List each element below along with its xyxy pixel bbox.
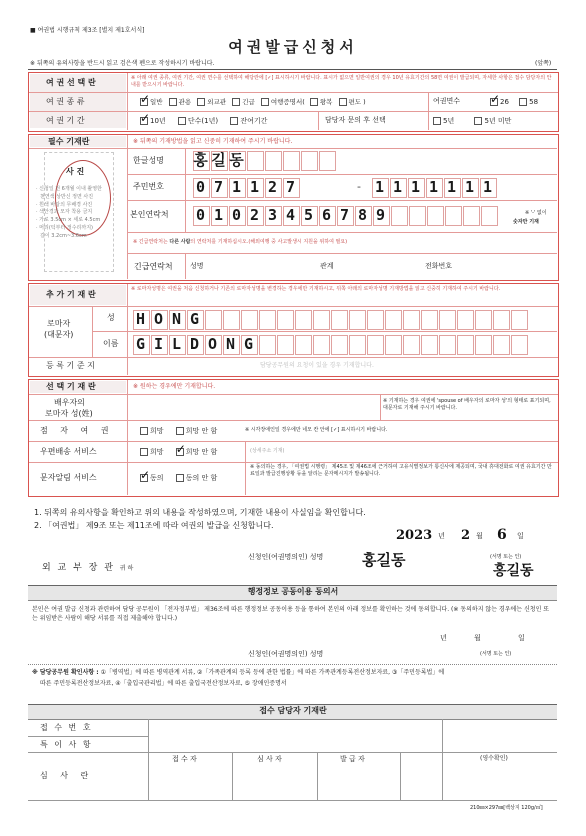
handwritten-char: 홍 (193, 151, 208, 169)
passport-period-options (140, 111, 268, 125)
checkbox-5y[interactable] (433, 117, 441, 125)
handwritten-char: 길 (211, 151, 226, 169)
optional-instruction: ※ 원하는 경우에만 기재합니다. (133, 383, 216, 390)
grid-cell[interactable] (385, 335, 402, 355)
grid-cell[interactable] (349, 335, 366, 355)
handwritten-char: O (153, 310, 164, 328)
registration-note: 담당공무원의 요청이 있을 경우 기재합니다. (260, 362, 374, 369)
grid-cell[interactable] (475, 310, 492, 330)
spouse-label-2: 로마자 성(姓) (45, 409, 93, 418)
photo-rules: · 신청일 전 6개월 이내 촬영한 천연색 상반신 정면 사진 · 흰색 바탕의 무배경 사진 · 색안경과 모자 착용 금지 · 가로 3.5cm × 세로 4.5cm · 머리(턱부터 정수리까지) 길이 3.2cm~3.6cm (36, 186, 102, 239)
checkbox-single[interactable] (178, 117, 186, 125)
additional-label: 추 가 기 재 란 (46, 290, 96, 299)
handwritten-char: 1 (249, 178, 260, 196)
emergency-phone-input[interactable] (462, 258, 552, 274)
rrn-label: 주민번호 (133, 182, 164, 191)
checkbox-official[interactable] (169, 98, 177, 106)
grid-cell[interactable] (367, 310, 384, 330)
grid-cell[interactable] (463, 206, 480, 226)
month-unit: 월 (476, 532, 483, 540)
mail-service-label: 우편배송 서비스 (40, 447, 97, 456)
checkbox-under-5y[interactable] (474, 117, 482, 125)
period-option-10y[interactable]: ✓ 10년 (140, 111, 166, 125)
surname-label: 성 (107, 313, 115, 322)
grid-cell[interactable] (319, 151, 336, 171)
optional-label: 선 택 기 재 란 (46, 382, 96, 391)
grid-cell[interactable] (385, 310, 402, 330)
staff-title: 접수 담당자 기재란 (259, 706, 327, 715)
receiver-label: 접 수 자 (172, 755, 197, 763)
handwritten-char: 7 (285, 178, 296, 196)
grid-cell[interactable] (283, 151, 300, 171)
handwritten-char: 8 (357, 206, 368, 224)
required-label: 필수 기재란 (48, 137, 90, 146)
staff-period-options (433, 117, 511, 125)
grid-cell[interactable] (247, 151, 264, 171)
fee-receipt-label: (영수확인) (480, 755, 508, 762)
grid-cell[interactable] (409, 206, 426, 226)
handwritten-char: 7 (213, 178, 224, 196)
handwritten-char: 1 (428, 178, 439, 196)
application-year[interactable]: 2023 (396, 528, 433, 543)
additional-instruction: ※ 로마자성명은 여권을 처음 신청하거나 기존의 로마자성명을 변경하는 경우에만 기재하시고, 뒤쪽 아래의 로마자성명 기재방법을 읽고 신중히 기재하여 주시기 바랍니다. (131, 286, 501, 292)
grid-cell[interactable] (445, 206, 462, 226)
paper-spec: 210㎜×297㎜[백상지 120g/㎡] (470, 805, 543, 811)
pages-option-26[interactable]: ✓ 26 (490, 92, 509, 106)
consent-day-unit: 일 (518, 634, 525, 642)
handwritten-char: 1 (446, 178, 457, 196)
notice-text: ※ 뒤쪽의 유의사항을 반드시 읽고 검은색 펜으로 작성하시기 바랍니다. (30, 60, 215, 67)
handwritten-char: G (189, 310, 200, 328)
handwritten-char: 1 (392, 178, 403, 196)
grid-cell[interactable] (493, 335, 510, 355)
staff-option-under-5y[interactable]: 5년 미만 (474, 117, 511, 125)
check-mark-icon: ✓ (140, 468, 151, 482)
emergency-name-label: 성명 (190, 262, 204, 270)
grid-cell[interactable] (313, 335, 330, 355)
required-instruction: ※ 뒤쪽의 기재방법을 읽고 신중히 기재하여 주시기 바랍니다. (133, 138, 293, 145)
staff-option-5y[interactable]: 5년 (433, 117, 454, 125)
checkbox-braille-no[interactable] (176, 427, 184, 435)
checkbox-braille-yes[interactable] (140, 427, 148, 435)
checkbox-mail-no[interactable] (175, 442, 186, 456)
pages-option-58[interactable]: 58 (519, 98, 538, 106)
checkbox-sms-disagree[interactable] (176, 474, 184, 482)
period-option-single[interactable]: 단수(1년) (178, 117, 218, 125)
page-side-label: (앞쪽) (535, 60, 552, 67)
review-label: 심 사 란 (40, 771, 94, 780)
check-mark-icon: ✓ (140, 111, 151, 125)
grid-cell[interactable] (493, 310, 510, 330)
sms-service-label: 문자알림 서비스 (40, 473, 97, 482)
check-mark-icon: ✓ (175, 442, 186, 456)
handwritten-char: 1 (482, 178, 493, 196)
checkbox-remaining[interactable] (230, 117, 238, 125)
passport-select-label: 여 권 선 택 란 (46, 78, 96, 87)
given-name-label: 이름 (103, 339, 119, 348)
grid-cell[interactable] (295, 310, 312, 330)
checkbox-general[interactable] (140, 92, 151, 106)
reviewer-label: 심 사 자 (257, 755, 282, 763)
grid-cell[interactable] (403, 310, 420, 330)
grid-cell[interactable] (481, 206, 498, 226)
grid-cell[interactable] (301, 151, 318, 171)
handwritten-char: 5 (303, 206, 314, 224)
grid-cell[interactable] (439, 335, 456, 355)
handwritten-char: G (135, 335, 146, 353)
declaration-line-1: 1. 뒤쪽의 유의사항을 확인하고 위의 내용을 작성하였으며, 기재한 내용이 사실임을 확인합니다. (34, 508, 366, 517)
handwritten-char: 2 (267, 178, 278, 196)
grid-cell[interactable] (205, 310, 222, 330)
consent-text: 본인은 여권 발급 신청과 관련하여 담당 공무원이 「전자정부법」 제36조에 따른 행정정보 공동이용 등을 통하여 본인의 아래 정보를 확인하는 것에 동의합니다. (※ 동의하지 않는 경우에는 신청인 또는 위임받은 사람이 해당 서류를 직접 제출해야 합니다.) (32, 606, 550, 622)
photo-title: 사 진 (66, 167, 85, 176)
handwritten-char: D (189, 335, 200, 353)
sms-note: ※ 동의하는 경우, 「여권법 시행령」 제45조 및 제46조에 근거하여 고유식별정보가 통신사에 제공되며, 국내 휴대전화로 여권 유효기간 만료일과 발급진행상황 등을 알리는 문자메시지가 발송됩니다. (250, 464, 552, 478)
passport-pages-options (490, 92, 539, 106)
rrn-dash: - (357, 180, 361, 193)
grid-cell[interactable] (259, 335, 276, 355)
passport-type-label: 여 권 종 류 (46, 97, 85, 106)
grid-cell[interactable] (421, 335, 438, 355)
grid-cell[interactable] (391, 206, 408, 226)
type-option-diplomat[interactable]: 외교관 (197, 98, 226, 106)
grid-cell[interactable] (223, 310, 240, 330)
korean-name-label: 한글성명 (133, 156, 164, 165)
staff-check-items-2: 따른 주민등록전산정보자료, ④「출입국관리법」에 따른 출입국전산정보자료, ⑤ 장애인증명서 (40, 680, 287, 687)
handwritten-char: 동 (229, 151, 244, 169)
grid-cell[interactable] (241, 310, 258, 330)
registration-input[interactable] (130, 359, 555, 374)
roman-label-2: (대문자) (44, 330, 74, 339)
handwritten-char: 1 (464, 178, 475, 196)
type-option-oneway[interactable]: 편도 ) (339, 98, 366, 106)
handwritten-char: 3 (267, 206, 278, 224)
braille-options (140, 427, 217, 435)
passport-period-label: 여 권 기 간 (46, 116, 85, 125)
staff-check-items: ※ 담당공무원 확인사항 : ①「병역법」에 따른 병역관계 서류, ②「가족관계의 등록 등에 관한 법률」에 따른 가족관계등록전산정보자료, ③「주민등록법」에 (32, 669, 445, 676)
handwritten-char: 6 (321, 206, 332, 224)
checkbox-sms-agree[interactable] (140, 468, 151, 482)
phone-label: 본인연락처 (130, 210, 169, 219)
consent-year-unit: 년 (440, 634, 447, 642)
handwritten-char: 1 (231, 178, 242, 196)
grid-cell[interactable] (349, 310, 366, 330)
consent-month-unit: 월 (474, 634, 481, 642)
handwritten-char: N (171, 310, 182, 328)
handwritten-char: N (225, 335, 236, 353)
handwritten-char: 4 (285, 206, 296, 224)
mail-options (140, 442, 218, 456)
type-option-general[interactable]: ✓ 일반 (140, 92, 163, 106)
grid-cell[interactable] (259, 310, 276, 330)
grid-cell[interactable] (457, 335, 474, 355)
braille-option-yes[interactable]: 희망 (140, 427, 164, 435)
application-month[interactable]: 2 (461, 528, 471, 543)
grid-cell[interactable] (313, 310, 330, 330)
handwritten-char: L (171, 335, 182, 353)
grid-cell[interactable] (295, 335, 312, 355)
handwritten-char: 9 (375, 206, 386, 224)
applicant-name-handwritten[interactable]: 홍길동 (362, 551, 406, 569)
passport-type-options (140, 92, 366, 106)
grid-cell[interactable] (439, 310, 456, 330)
handwritten-char: H (135, 310, 146, 328)
handwritten-char: 2 (249, 206, 260, 224)
check-mark-icon: ✓ (490, 92, 501, 106)
applicant-signature[interactable]: 홍길동 (493, 563, 534, 579)
grid-cell[interactable] (331, 335, 348, 355)
checkbox-oneway[interactable] (339, 98, 347, 106)
checkbox-mail-yes[interactable] (140, 448, 148, 456)
mail-note: (상세주소 기재) (250, 448, 285, 454)
handwritten-char: 1 (410, 178, 421, 196)
grid-cell[interactable] (511, 335, 528, 355)
handwritten-char: 1 (213, 206, 224, 224)
handwritten-char: I (153, 335, 164, 353)
grid-cell[interactable] (457, 310, 474, 330)
check-mark-icon: ✓ (140, 92, 151, 106)
passport-select-instruction: ※ 아래 여권 종류, 여권 기간, 여권 면수를 선택하여 해당란에 [✓] 표시하시기 바랍니다. 표시가 없으면 일반여권의 경우 10년 유효기간의 58면 여권이 발급되며, 자세한 사항은 접수 담당자의 안내를 받으시기 바랍니다. (131, 75, 552, 88)
sms-option-disagree[interactable]: 동의 안 함 (176, 474, 218, 482)
spouse-note: ※ 기재하는 경우 여권에 'spouse of 배우자의 로마자 성'의 형태로 표기되며, 대문자로 기재해 주시기 바랍니다. (383, 398, 551, 412)
mail-option-no[interactable]: ✓ 희망 안 함 (175, 442, 218, 456)
grid-cell[interactable] (421, 310, 438, 330)
declaration-line-2: 2. 「여권법」 제9조 또는 제11조에 따라 여권의 발급을 신청합니다. (34, 521, 274, 530)
year-unit: 년 (438, 532, 445, 540)
braille-label: 점 자 여 권 (40, 426, 114, 435)
handwritten-char: O (207, 335, 218, 353)
grid-cell[interactable] (511, 310, 528, 330)
consent-applicant-label: 신청인(여권명의인) 성명 (248, 650, 324, 658)
grid-cell[interactable] (265, 151, 282, 171)
emergency-note: ※ 긴급연락처는 다른 사람의 연락처를 기재하십시오.(해외여행 중 사고발생시 지원을 위하여 필요) (133, 239, 348, 245)
grid-cell[interactable] (277, 310, 294, 330)
consent-title: 행정정보 공동이용 동의서 (247, 587, 339, 596)
grid-cell[interactable] (331, 310, 348, 330)
sign-hint: (서명 또는 인) (490, 554, 522, 560)
consent-sign-hint: (서명 또는 인) (480, 651, 512, 657)
emergency-phone-label: 전화번호 (425, 262, 453, 270)
phone-note-1: ※ '-' 없이 (525, 210, 547, 216)
sms-options (140, 468, 218, 482)
checkbox-emergency[interactable] (232, 98, 240, 106)
registration-label: 등 록 기 준 지 (46, 361, 95, 370)
emergency-relation-label: 관계 (320, 262, 334, 270)
emergency-relation-input[interactable] (342, 258, 418, 274)
header-rule (28, 69, 557, 70)
spouse-label-1: 배우자의 (54, 398, 85, 407)
type-option-official[interactable]: 관용 (169, 98, 192, 106)
grid-cell[interactable] (277, 335, 294, 355)
passport-pages-label: 여권면수 (433, 97, 461, 105)
type-option-emergency[interactable]: 긴급 (232, 98, 255, 106)
handwritten-char: G (243, 335, 254, 353)
grid-cell[interactable] (367, 335, 384, 355)
handwritten-char: 1 (374, 178, 385, 196)
type-option-roundtrip[interactable]: 왕복 (310, 98, 333, 106)
checkbox-roundtrip[interactable] (310, 98, 318, 106)
grid-cell[interactable] (403, 335, 420, 355)
braille-option-no[interactable]: 희망 안 함 (176, 427, 218, 435)
phone-note-2: 숫자만 기재 (513, 219, 539, 225)
emergency-name-input[interactable] (212, 258, 312, 274)
handwritten-char: 0 (195, 178, 206, 196)
form-title: 여권발급신청서 (228, 38, 358, 56)
handwritten-char: 0 (195, 206, 206, 224)
form-identifier: ■ 여권법 시행규칙 제3조 [별지 제1호서식] (30, 27, 145, 34)
checkbox-58[interactable] (519, 98, 527, 106)
type-option-travel-cert[interactable]: 여행증명서( (261, 98, 305, 106)
receipt-number-label: 접 수 번 호 (40, 723, 93, 732)
checkbox-travel-cert[interactable] (261, 98, 269, 106)
grid-cell[interactable] (427, 206, 444, 226)
staff-inquiry-label: 담당자 문의 후 선택 (325, 116, 386, 124)
day-unit: 일 (517, 532, 524, 540)
application-day[interactable]: 6 (497, 527, 507, 543)
applicant-name-label: 신청인(여권명의인) 성명 (248, 553, 324, 561)
checkbox-10y[interactable] (140, 111, 151, 125)
checkbox-diplomat[interactable] (197, 98, 205, 106)
mail-option-yes[interactable]: 희망 (140, 448, 164, 456)
recipient: 외 교 부 장 관 귀 하 (42, 563, 134, 573)
handwritten-char: 7 (339, 206, 350, 224)
spouse-surname-input[interactable] (130, 397, 376, 417)
handwritten-char: 0 (231, 206, 242, 224)
emergency-label: 긴급연락처 (134, 262, 173, 271)
period-option-remaining[interactable]: 잔여기간 (230, 117, 267, 125)
grid-cell[interactable] (475, 335, 492, 355)
braille-note: ※ 시각장애인일 경우에만 네모 칸 안에 [✓] 표시하시기 바랍니다. (245, 427, 388, 433)
roman-label-1: 로마자 (47, 319, 71, 328)
special-notes-label: 특 이 사 항 (40, 740, 93, 749)
sms-option-agree[interactable]: ✓ 동의 (140, 468, 164, 482)
issuer-label: 발 급 자 (340, 755, 365, 763)
